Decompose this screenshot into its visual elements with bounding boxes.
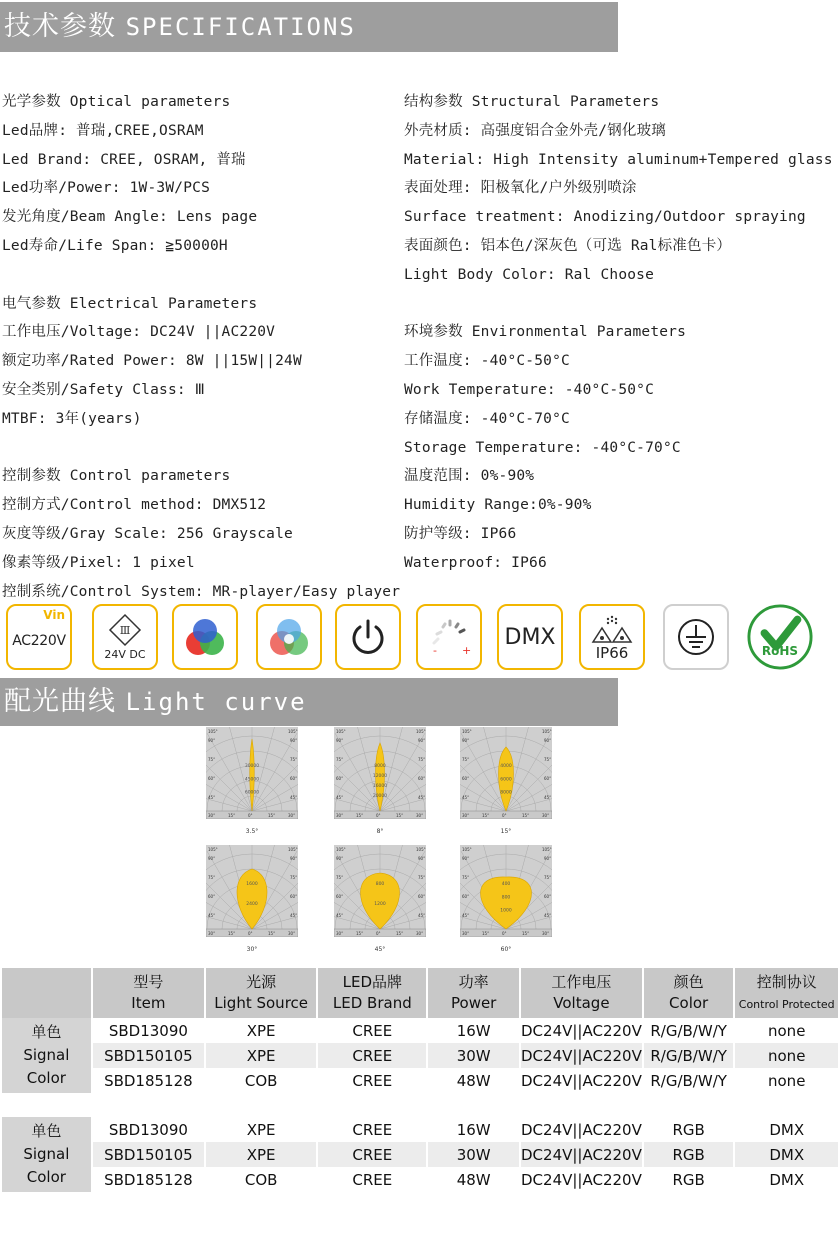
dust-water-proof-icon bbox=[589, 612, 635, 646]
rgb-color-icon bbox=[172, 604, 238, 670]
axis-label: 30° bbox=[416, 931, 424, 936]
intensity-value: 800 bbox=[375, 882, 385, 887]
intensity-value: 8000 bbox=[374, 764, 386, 769]
axis-label: 15° bbox=[268, 813, 276, 818]
dimming-icon bbox=[416, 604, 482, 670]
axis-label: 30° bbox=[336, 813, 344, 818]
axis-label: 45° bbox=[208, 795, 216, 800]
parameter-line: Storage Temperature: -40°C-70°C bbox=[404, 439, 681, 456]
spec-banner-en: SPECIFICATIONS bbox=[125, 13, 356, 41]
right-parameter-column bbox=[404, 88, 833, 578]
polar-curve-svg bbox=[460, 727, 552, 819]
parameter-line: 额定功率/Rated Power: 8W ||15W||24W bbox=[2, 353, 302, 370]
curve-banner-zh: 配光曲线 bbox=[4, 686, 116, 717]
axis-label: 105° bbox=[416, 729, 426, 734]
axis-label: 45° bbox=[336, 913, 344, 918]
table-cell: CREE bbox=[352, 1021, 393, 1040]
spacer bbox=[2, 261, 400, 290]
svg-text:+: + bbox=[462, 644, 472, 657]
axis-label: 60° bbox=[462, 894, 470, 899]
axis-label: 30° bbox=[288, 813, 296, 818]
axis-label: 15° bbox=[522, 931, 530, 936]
axis-label: 15° bbox=[228, 931, 236, 936]
axis-label: 90° bbox=[336, 856, 344, 861]
axis-label: 15° bbox=[396, 813, 404, 818]
polar-curve-svg bbox=[334, 727, 426, 819]
power-symbol-icon bbox=[346, 615, 390, 659]
header-led-brand: LED品牌 LED Brand bbox=[318, 968, 426, 1018]
parameter-line: 工作电压/Voltage: DC24V ||AC220V bbox=[2, 324, 276, 341]
parameter-line: Led Brand: CREE, OSRAM, 普瑞 bbox=[2, 151, 246, 168]
intensity-value: 30000 bbox=[244, 764, 260, 769]
table-cell: XPE bbox=[246, 1120, 276, 1139]
axis-label: 30° bbox=[462, 813, 470, 818]
header-blank-cell bbox=[2, 968, 91, 1018]
table-cell: XPE bbox=[206, 1142, 316, 1167]
section-heading: 光学参数 Optical parameters bbox=[2, 94, 231, 110]
beam-angle-label: 60° bbox=[500, 946, 512, 953]
axis-label: 60° bbox=[462, 776, 470, 781]
table-cell: none bbox=[768, 1021, 806, 1040]
axis-label: 30° bbox=[462, 931, 470, 936]
parameter-line: 温度范围: 0%-90% bbox=[404, 468, 535, 485]
axis-label: 15° bbox=[228, 813, 236, 818]
axis-label: 60° bbox=[336, 894, 344, 899]
parameter-line: 发光角度/Beam Angle: Lens page bbox=[2, 209, 258, 226]
axis-label: 15° bbox=[482, 813, 490, 818]
svg-text:-: - bbox=[433, 644, 437, 657]
table-cell: SBD150105 bbox=[93, 1043, 204, 1068]
axis-label: 15° bbox=[356, 931, 364, 936]
table-cell: CREE bbox=[352, 1120, 393, 1139]
axis-label: 75° bbox=[544, 757, 552, 762]
24v-dc-label: 24V DC bbox=[104, 648, 146, 661]
table-cell: DC24V||AC220V bbox=[521, 1021, 642, 1040]
24v-dc-class3-icon bbox=[92, 604, 158, 670]
table-cell: COB bbox=[244, 1170, 278, 1189]
dimming-scale-icon bbox=[424, 617, 474, 657]
power-icon bbox=[335, 604, 401, 670]
axis-label: 15° bbox=[396, 931, 404, 936]
axis-label: 0° bbox=[376, 813, 381, 818]
table-cell: RGB bbox=[644, 1142, 734, 1167]
table-cell: none bbox=[735, 1043, 838, 1068]
intensity-value: 400 bbox=[501, 882, 511, 887]
dmx-label: DMX bbox=[504, 624, 556, 650]
parameter-line: MTBF: 3年(years) bbox=[2, 410, 142, 427]
beam-angle-label: 3.5° bbox=[245, 828, 259, 835]
beam-angle-label: 8° bbox=[376, 828, 384, 835]
light-curve-diagram bbox=[334, 845, 426, 937]
table-row bbox=[2, 1043, 838, 1068]
spacer bbox=[404, 290, 833, 319]
axis-label: 105° bbox=[336, 729, 346, 734]
table-cell: XPE bbox=[246, 1021, 276, 1040]
light-curve-diagram bbox=[460, 727, 552, 819]
axis-label: 75° bbox=[290, 757, 298, 762]
product-spec-table bbox=[0, 968, 840, 1192]
table-cell: RGB bbox=[672, 1120, 705, 1139]
axis-label: 75° bbox=[418, 757, 426, 762]
axis-label: 15° bbox=[522, 813, 530, 818]
axis-label: 15° bbox=[268, 931, 276, 936]
table-cell: SBD185128 bbox=[104, 1170, 193, 1189]
axis-label: 105° bbox=[462, 847, 472, 852]
table-cell: SBD13090 bbox=[108, 1021, 188, 1040]
axis-label: 105° bbox=[288, 847, 298, 852]
parameter-line: 像素等级/Pixel: 1 pixel bbox=[2, 554, 195, 571]
intensity-value: 6000 bbox=[500, 777, 512, 783]
axis-label: 60° bbox=[290, 894, 298, 899]
rgb-mix-circles-icon bbox=[264, 612, 314, 662]
parameter-line: Surface treatment: Anodizing/Outdoor spraying bbox=[404, 209, 806, 226]
table-cell: SBD13090 bbox=[108, 1120, 188, 1139]
header-control-protocol: 控制协议 Control Protected bbox=[735, 968, 838, 1018]
rgb-circles-icon bbox=[180, 612, 230, 662]
axis-label: 0° bbox=[502, 931, 507, 936]
table-spacer-row bbox=[2, 1093, 838, 1117]
beam-angle-label: 30° bbox=[246, 946, 258, 953]
group-label: 单色 Signal Color bbox=[2, 1117, 91, 1192]
dmx-icon bbox=[497, 604, 563, 670]
parameter-line: 控制方式/Control method: DMX512 bbox=[2, 497, 267, 514]
axis-label: 90° bbox=[290, 738, 298, 743]
table-cell: XPE bbox=[206, 1043, 316, 1068]
parameter-line: 安全类别/Safety Class: Ⅲ bbox=[2, 381, 205, 398]
table-cell: SBD150105 bbox=[93, 1142, 204, 1167]
header-voltage: 工作电压 Voltage bbox=[521, 968, 642, 1018]
axis-label: 90° bbox=[208, 856, 216, 861]
axis-label: 60° bbox=[418, 776, 426, 781]
table-cell: R/G/B/W/Y bbox=[644, 1043, 734, 1068]
table-cell: none bbox=[768, 1071, 806, 1090]
ground-icon bbox=[663, 604, 729, 670]
table-cell: CREE bbox=[318, 1043, 426, 1068]
axis-label: 105° bbox=[208, 729, 218, 734]
axis-label: 60° bbox=[290, 776, 298, 781]
axis-label: 75° bbox=[544, 875, 552, 880]
rgb-mix-icon bbox=[256, 604, 322, 670]
table-cell: 30W bbox=[428, 1043, 519, 1068]
axis-label: 45° bbox=[462, 913, 470, 918]
table-cell: CREE bbox=[318, 1142, 426, 1167]
axis-label: 105° bbox=[542, 847, 552, 852]
axis-label: 45° bbox=[544, 795, 552, 800]
axis-label: 90° bbox=[462, 856, 470, 861]
axis-label: 75° bbox=[336, 757, 344, 762]
axis-label: 45° bbox=[462, 795, 470, 800]
table-cell: 48W bbox=[456, 1071, 491, 1090]
axis-label: 45° bbox=[290, 913, 298, 918]
rohs-check-icon bbox=[746, 604, 814, 670]
ac220v-label: AC220V bbox=[12, 633, 66, 649]
axis-label: 60° bbox=[208, 776, 216, 781]
parameter-line: 表面颜色: 铝本色/深灰色（可选 Ral标准色卡） bbox=[404, 237, 732, 254]
table-row bbox=[2, 1142, 838, 1167]
table-row bbox=[2, 1117, 838, 1142]
polar-curve-svg bbox=[334, 845, 426, 937]
table-row bbox=[2, 1018, 838, 1043]
parameter-line: Led寿命/Life Span: ≧50000H bbox=[2, 237, 228, 254]
parameter-line: 防护等级: IP66 bbox=[404, 525, 517, 542]
axis-label: 45° bbox=[418, 913, 426, 918]
axis-label: 45° bbox=[208, 913, 216, 918]
parameter-line: 控制系统/Control System: MR-player/Easy player bbox=[2, 583, 401, 600]
table-cell: CREE bbox=[352, 1071, 393, 1090]
table-cell: 16W bbox=[456, 1021, 491, 1040]
intensity-value: 1200 bbox=[374, 902, 386, 907]
light-curve-diagram bbox=[334, 727, 426, 819]
axis-label: 30° bbox=[542, 813, 550, 818]
table-cell: 16W bbox=[456, 1120, 491, 1139]
class3-diamond-icon bbox=[108, 613, 142, 647]
table-cell: DMX bbox=[769, 1120, 805, 1139]
axis-label: 90° bbox=[544, 856, 552, 861]
light-curve-diagram bbox=[460, 845, 552, 937]
intensity-value: 1600 bbox=[246, 882, 258, 887]
svg-text:Ⅲ: Ⅲ bbox=[119, 624, 131, 637]
header-color: 颜色 Color bbox=[644, 968, 734, 1018]
section-heading: 控制参数 Control parameters bbox=[2, 468, 231, 485]
table-cell: SBD185128 bbox=[104, 1071, 193, 1090]
axis-label: 45° bbox=[290, 795, 298, 800]
axis-label: 0° bbox=[248, 931, 253, 936]
section-heading: 结构参数 Structural Parameters bbox=[404, 94, 660, 110]
axis-label: 60° bbox=[544, 894, 552, 899]
axis-label: 90° bbox=[290, 856, 298, 861]
intensity-value: 2400 bbox=[246, 902, 258, 907]
axis-label: 30° bbox=[542, 931, 550, 936]
beam-angle-label: 45° bbox=[374, 946, 386, 953]
axis-label: 45° bbox=[418, 795, 426, 800]
parameter-line: Led品牌: 普瑞,CREE,OSRAM bbox=[2, 122, 204, 139]
axis-label: 60° bbox=[208, 894, 216, 899]
axis-label: 90° bbox=[208, 738, 216, 743]
table-row bbox=[2, 1068, 838, 1093]
table-header-row bbox=[2, 968, 838, 1018]
parameter-line: 外壳材质: 高强度铝合金外壳/钢化玻璃 bbox=[404, 122, 666, 139]
axis-label: 45° bbox=[336, 795, 344, 800]
header-light-source: 光源 Light Source bbox=[206, 968, 316, 1018]
axis-label: 60° bbox=[336, 776, 344, 781]
table-cell: RGB bbox=[672, 1170, 705, 1189]
axis-label: 60° bbox=[544, 776, 552, 781]
axis-label: 0° bbox=[376, 931, 381, 936]
axis-label: 90° bbox=[544, 738, 552, 743]
table-cell: R/G/B/W/Y bbox=[650, 1021, 727, 1040]
axis-label: 105° bbox=[542, 729, 552, 734]
table-cell: R/G/B/W/Y bbox=[650, 1071, 727, 1090]
section-heading: 电气参数 Electrical Parameters bbox=[2, 295, 258, 312]
parameter-line: Material: High Intensity aluminum+Tempered glass bbox=[404, 151, 833, 168]
axis-label: 0° bbox=[502, 813, 507, 818]
axis-label: 105° bbox=[336, 847, 346, 852]
intensity-value: 20000 bbox=[372, 794, 388, 799]
axis-label: 75° bbox=[418, 875, 426, 880]
intensity-value: 16000 bbox=[372, 784, 388, 789]
header-power: 功率 Power bbox=[428, 968, 519, 1018]
specifications-banner bbox=[0, 2, 618, 52]
intensity-value: 45000 bbox=[244, 777, 260, 783]
axis-label: 45° bbox=[544, 913, 552, 918]
table-cell: DC24V||AC220V bbox=[521, 1071, 642, 1090]
polar-curve-svg bbox=[206, 727, 298, 819]
table-cell: DC24V||AC220V bbox=[521, 1043, 642, 1068]
group-label: 单色 Signal Color bbox=[2, 1018, 91, 1093]
spacer bbox=[2, 434, 400, 463]
axis-label: 90° bbox=[336, 738, 344, 743]
axis-label: 75° bbox=[336, 875, 344, 880]
axis-label: 30° bbox=[208, 931, 216, 936]
axis-label: 75° bbox=[290, 875, 298, 880]
axis-label: 30° bbox=[336, 931, 344, 936]
ip66-label: IP66 bbox=[595, 644, 629, 662]
intensity-value: 800 bbox=[501, 895, 511, 901]
axis-label: 105° bbox=[416, 847, 426, 852]
parameter-line: Waterproof: IP66 bbox=[404, 554, 547, 571]
parameter-line: 工作温度: -40°C-50°C bbox=[404, 353, 570, 370]
axis-label: 105° bbox=[288, 729, 298, 734]
axis-label: 75° bbox=[462, 875, 470, 880]
axis-label: 15° bbox=[482, 931, 490, 936]
table-cell: DMX bbox=[735, 1142, 838, 1167]
axis-label: 60° bbox=[418, 894, 426, 899]
axis-label: 90° bbox=[418, 856, 426, 861]
table-cell: 48W bbox=[456, 1170, 491, 1189]
header-item: 型号 Item bbox=[93, 968, 204, 1018]
intensity-value: 1000 bbox=[500, 908, 512, 914]
rohs-icon bbox=[745, 604, 815, 670]
polar-curve-svg bbox=[206, 845, 298, 937]
parameter-line: 表面处理: 阳极氧化/户外级别喷涂 bbox=[404, 180, 637, 197]
parameter-line: Led功率/Power: 1W-3W/PCS bbox=[2, 180, 210, 197]
ground-symbol-icon bbox=[674, 615, 718, 659]
table-cell: 30W bbox=[428, 1142, 519, 1167]
intensity-value: 60000 bbox=[244, 790, 260, 796]
table-cell: DC24V||AC220V bbox=[521, 1120, 642, 1139]
axis-label: 30° bbox=[208, 813, 216, 818]
axis-label: 30° bbox=[416, 813, 424, 818]
section-heading: 环境参数 Environmental Parameters bbox=[404, 324, 687, 341]
table-cell: DMX bbox=[769, 1170, 805, 1189]
spec-banner-zh: 技术参数 bbox=[4, 11, 116, 42]
axis-label: 90° bbox=[462, 738, 470, 743]
axis-label: 75° bbox=[462, 757, 470, 762]
table-cell: DC24V||AC220V bbox=[521, 1142, 642, 1167]
parameter-line: Light Body Color: Ral Choose bbox=[404, 266, 655, 283]
left-parameter-column bbox=[2, 88, 400, 606]
polar-curve-svg bbox=[460, 845, 552, 937]
ip66-icon bbox=[579, 604, 645, 670]
table-body bbox=[2, 1018, 838, 1192]
ac220v-vin-icon bbox=[6, 604, 72, 670]
parameter-line: Humidity Range:0%-90% bbox=[404, 497, 592, 514]
light-curve-diagram bbox=[206, 845, 298, 937]
axis-label: 75° bbox=[208, 875, 216, 880]
intensity-value: 4000 bbox=[500, 764, 512, 769]
parameter-line: Work Temperature: -40°C-50°C bbox=[404, 381, 655, 398]
beam-angle-label: 15° bbox=[500, 828, 512, 835]
table-cell: DC24V||AC220V bbox=[521, 1170, 642, 1189]
axis-label: 75° bbox=[208, 757, 216, 762]
rohs-label: RoHS bbox=[761, 644, 799, 658]
axis-label: 30° bbox=[288, 931, 296, 936]
intensity-value: 8000 bbox=[500, 790, 512, 796]
axis-label: 15° bbox=[356, 813, 364, 818]
axis-label: 105° bbox=[462, 729, 472, 734]
axis-label: 0° bbox=[248, 813, 253, 818]
curve-banner-en: Light curve bbox=[125, 688, 307, 716]
parameter-line: 存储温度: -40°C-70°C bbox=[404, 410, 570, 427]
axis-label: 90° bbox=[418, 738, 426, 743]
light-curve-diagram bbox=[206, 727, 298, 819]
table-row bbox=[2, 1167, 838, 1192]
intensity-value: 12000 bbox=[372, 774, 388, 779]
vin-label: Vin bbox=[43, 608, 65, 622]
table-cell: COB bbox=[244, 1071, 278, 1090]
parameter-line: 灰度等级/Gray Scale: 256 Grayscale bbox=[2, 525, 293, 542]
light-curve-banner bbox=[0, 678, 618, 726]
axis-label: 105° bbox=[208, 847, 218, 852]
table-cell: CREE bbox=[352, 1170, 393, 1189]
